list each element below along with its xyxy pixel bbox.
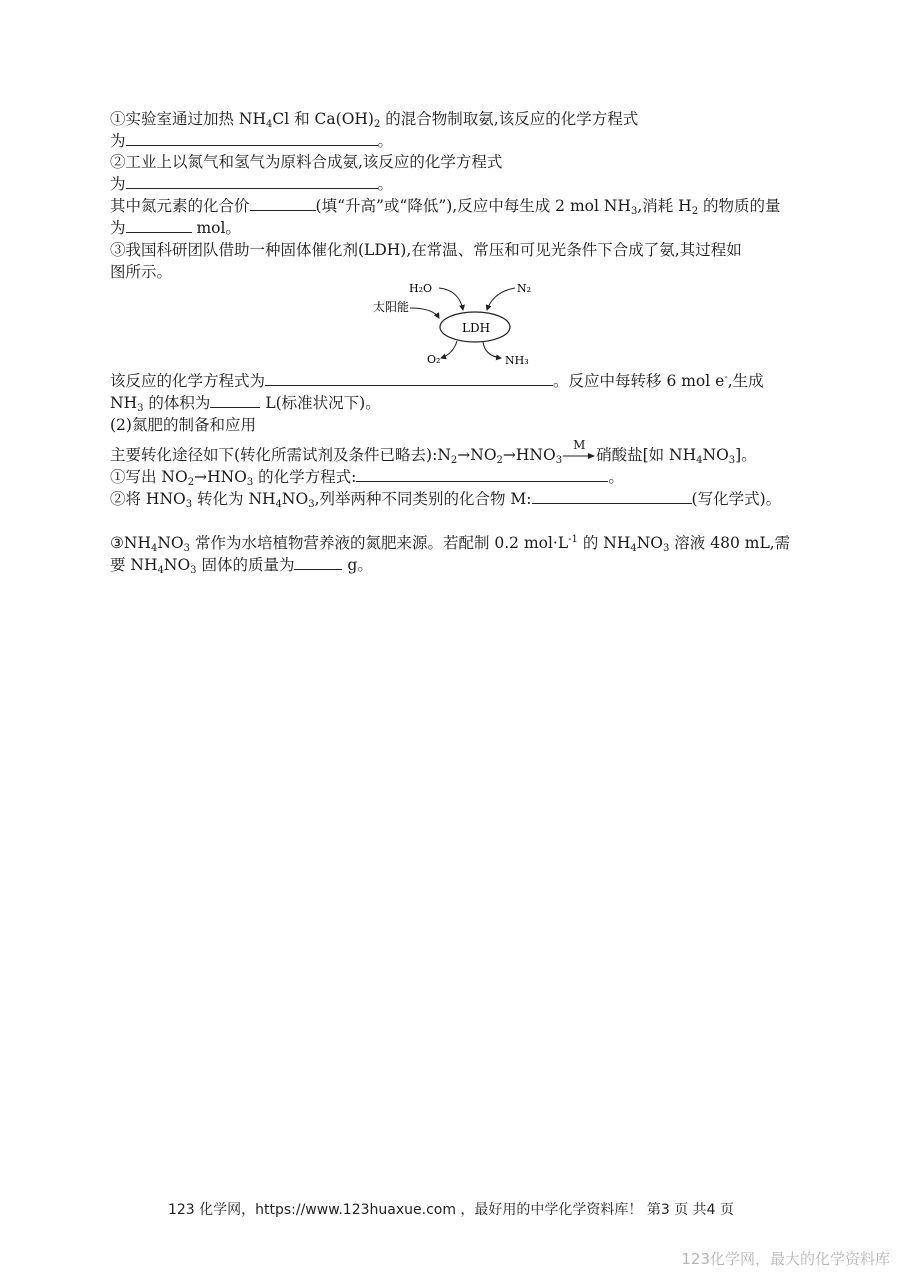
question-1-answer-line <box>110 130 393 152</box>
p2-s3-c: 常作为水培植物营养液的氮肥来源。若配制 0.2 mol·L <box>190 534 569 552</box>
q3-r1-c: ,生成 <box>727 372 764 390</box>
q2-end: 。 <box>377 175 394 193</box>
answer-blank[interactable] <box>126 217 192 233</box>
p2-s2-d: ,列举两种不同类别的化合物 M: <box>314 490 532 508</box>
p2-path-b: →NO <box>457 446 497 464</box>
q3-l1: ③我国科研团队借助一种固体催化剂(LDH),在常温、常压和可见光条件下合成了氨,其过程如 <box>110 241 742 259</box>
conversion-path-line <box>110 438 757 466</box>
p2-path-e: NO <box>702 446 729 464</box>
p2-s2-sub2: 4 <box>275 499 282 510</box>
q2-l2-a: 其中氮元素的化合价 <box>110 197 250 215</box>
p2-s3-b: NO <box>157 534 184 552</box>
answer-blank[interactable] <box>265 370 553 386</box>
p2-s4-c: 固体的质量为 <box>196 556 295 574</box>
n2-label: N₂ <box>517 282 532 295</box>
p2-s3-sub3: 4 <box>630 543 637 554</box>
q2-text: ②工业上以氮气和氢气为原料合成氨,该反应的化学方程式 <box>110 153 503 171</box>
p2-path-sub3: 3 <box>555 455 563 466</box>
p2-path-sub4: 4 <box>696 455 703 466</box>
sub-question-2 <box>110 488 781 510</box>
p2-s3-sub2: 3 <box>183 543 191 554</box>
p2-path-sub5: 3 <box>728 455 736 466</box>
q2-wei: 为 <box>110 175 126 193</box>
p2-s4-sub1: 4 <box>157 565 164 576</box>
question-3-volume-line <box>110 392 381 414</box>
q1-text-c: 的混合物制取氨,该反应的化学方程式 <box>380 110 639 128</box>
q1-text-b: Cl 和 Ca(OH) <box>272 110 374 128</box>
section-heading <box>110 414 256 436</box>
question-2-answer-line <box>110 173 393 195</box>
p2-s2-c: NO <box>281 490 309 508</box>
q3-r1-sup: - <box>724 372 728 383</box>
ldh-process-diagram <box>355 278 555 373</box>
p2-path-d: 硝酸盐[如 NH <box>596 446 697 464</box>
nh3-arrow <box>483 342 501 358</box>
q3-r1-a: 该反应的化学方程式为 <box>110 372 266 390</box>
q2-l3-a: 为 <box>110 219 126 237</box>
q1-end: 。 <box>377 132 394 150</box>
q1-sub-a: 4 <box>266 119 273 130</box>
question-2-valence-line <box>110 195 781 217</box>
p2-s4-sub2: 3 <box>190 565 197 576</box>
h2o-arrow <box>439 288 463 310</box>
question-2-text <box>110 151 502 173</box>
answer-blank[interactable] <box>126 130 378 146</box>
q1-wei: 为 <box>110 132 126 150</box>
q2-l2-sub2: 2 <box>691 206 699 217</box>
p2-s2-sub1: 3 <box>185 499 193 510</box>
q3-r2-a: NH <box>110 394 138 412</box>
p2-s3-e: NO <box>636 534 663 552</box>
o2-label: O₂ <box>427 353 441 366</box>
sub-question-3-mass <box>110 554 373 576</box>
p2-s1-end: 。 <box>608 468 624 486</box>
p2-s3-sub1: 4 <box>150 543 158 554</box>
p2-s1-a: ①写出 NO <box>110 468 188 486</box>
nh3-label: NH₃ <box>505 354 529 367</box>
q2-l2-b: (填“升高”或“降低”),反应中每生成 2 mol NH <box>315 197 631 215</box>
sub-question-3 <box>110 532 790 554</box>
p2-path-a: 主要转化途径如下(转化所需试剂及条件已略去):N <box>110 446 451 464</box>
p2-s1-sub1: 2 <box>187 477 195 488</box>
answer-blank[interactable] <box>250 195 316 211</box>
p2-s1-c: 的化学方程式: <box>253 468 357 486</box>
answer-blank[interactable] <box>294 554 342 570</box>
p2-path-c: →HNO <box>502 446 556 464</box>
p2-s2-e: (写化学式)。 <box>691 490 782 508</box>
page-footer: 123 化学网，https://www.123huaxue.com ，最好用的中学化学资料库！ 第3 页 共4 页 <box>167 1202 735 1218</box>
answer-blank[interactable] <box>210 392 260 408</box>
question-3-text-2 <box>110 261 172 283</box>
n2-arrow <box>487 288 515 310</box>
q2-l2-d: 的物质的量 <box>698 197 781 215</box>
q2-l2-sub: 3 <box>630 206 638 217</box>
reaction-arrow-m <box>562 438 596 462</box>
p2-s3-sup: -1 <box>568 534 578 545</box>
q2-l3-b: mol。 <box>191 219 241 237</box>
q3-r2-b: 的体积为 <box>143 394 211 412</box>
ldh-label: LDH <box>462 321 491 335</box>
answer-blank[interactable] <box>356 466 608 482</box>
question-3-text <box>110 239 742 261</box>
q3-r2-c: L(标准状况下)。 <box>260 394 381 412</box>
q2-l2-c: ,消耗 H <box>637 197 692 215</box>
p2-s1-sub2: 3 <box>246 477 254 488</box>
p2-s4-d: g。 <box>342 556 373 574</box>
p2-s1-b: →HNO <box>194 468 247 486</box>
question-1-text <box>110 108 638 130</box>
arrow-icon <box>562 448 596 462</box>
p2-path-sub2: 2 <box>496 455 503 466</box>
q3-r2-sub: 3 <box>137 403 144 414</box>
p2-s3-sub4: 3 <box>663 543 670 554</box>
h2o-label: H₂O <box>409 282 433 295</box>
p2-s2-a: ②将 HNO <box>110 490 186 508</box>
q1-sub-b: 2 <box>373 119 381 130</box>
solar-arrow <box>410 308 439 318</box>
question-3-equation-line <box>110 370 764 392</box>
p2-s4-a: 要 NH <box>110 556 158 574</box>
q1-text-a: ①实验室通过加热 NH <box>110 110 267 128</box>
p2-s2-b: 转化为 NH <box>192 490 276 508</box>
q3-l2: 图所示。 <box>110 263 173 281</box>
p2-s4-b: NO <box>163 556 191 574</box>
answer-blank[interactable] <box>532 488 692 504</box>
arrow-m-label: M <box>573 438 586 452</box>
answer-blank[interactable] <box>126 173 378 189</box>
o2-arrow <box>441 341 457 358</box>
solar-energy-label: 太阳能 <box>373 300 410 314</box>
part2-heading: (2)氮肥的制备和应用 <box>110 416 256 434</box>
p2-s3-f: 溶液 480 mL,需 <box>669 534 791 552</box>
p2-s3-a: ③NH <box>110 534 151 552</box>
sub-question-1 <box>110 466 624 488</box>
watermark: 123化学网，最大的化学资料库 <box>681 1250 890 1268</box>
p2-path-sub1: 2 <box>450 455 458 466</box>
p2-s3-d: 的 NH <box>577 534 631 552</box>
p2-s2-sub3: 3 <box>308 499 315 510</box>
p2-path-f: ]。 <box>735 446 757 464</box>
q3-r1-b: 。反应中每转移 6 mol e <box>553 372 725 390</box>
question-2-mol-line <box>110 217 241 239</box>
